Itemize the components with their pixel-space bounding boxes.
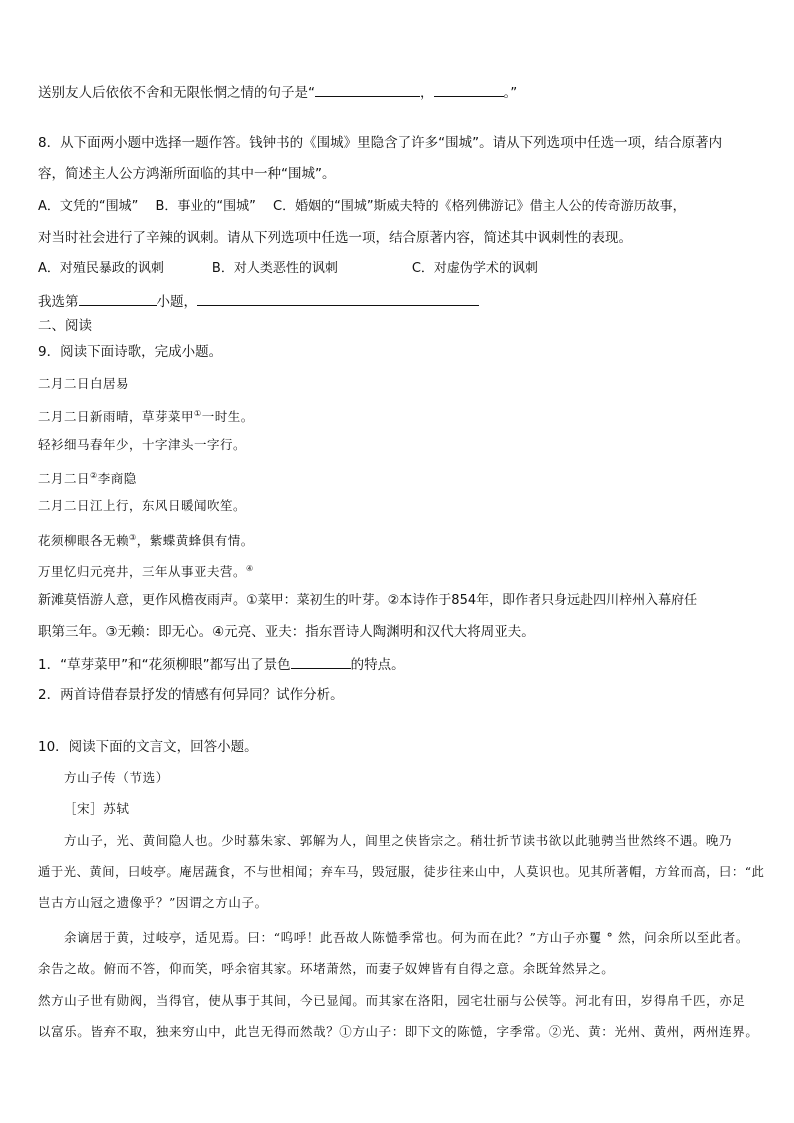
poem-line: 万里忆归元亮井，三年从事亚夫营。④ [38, 564, 254, 580]
answer-blank[interactable] [291, 654, 351, 669]
passage-line: 余谪居于黄，过岐亭，适见焉。曰：“呜呼！此吾故人陈慥季常也。何为而在此？”方山子亦矍 ° 然，问余所以至此者。 [64, 930, 749, 945]
passage-line: 以富乐。皆弃不取，独来穷山中，此岂无得而然哉？①方山子：即下文的陈慥，字季常。②光、黄：光州、黄州，两州连界。 [38, 1024, 759, 1039]
passage-line: 方山子，光、黄间隐人也。少时慕朱家、郭解为人，闾里之侠皆宗之。稍壮折节读书欲以此驰骋当世然终不遇。晚乃 [64, 833, 733, 848]
question-9-heading: 9．阅读下面诗歌，完成小题。 [38, 344, 223, 360]
question-8-options: A．文凭的“围城” B．事业的“围城” C．婚姻的“围城”斯威夫特的《格列佛游记》借主人公的传奇游历故事， [38, 199, 686, 214]
passage-title: 方山子传（节选） [64, 770, 169, 785]
sub-question-1: 1．“草芽菜甲”和“花须柳眼”都写出了景色 的特点。 [38, 654, 770, 674]
passage-line: 余告之故。俯而不答，仰而笑，呼余宿其家。环堵萧然，而妻子奴婢皆有自得之意。余既耸然异之。 [38, 961, 615, 976]
question-10-heading: 10．阅读下面的文言文，回答小题。 [38, 739, 258, 755]
poem-notes: 新滩莫悟游人意，更作风檐夜雨声。①菜甲：菜初生的叶芽。②本诗作于854年，即作者只身远赴四川梓州入幕府任 [38, 593, 698, 608]
answer-blank[interactable] [315, 82, 420, 97]
option-c: C．对虚伪学术的讽刺 [411, 261, 538, 276]
section-heading: 二、阅读 [38, 318, 92, 334]
poem-title: 二月二日白居易 [38, 376, 130, 391]
poem-line: 花须柳眼各无赖③，紫蝶黄蜂俱有情。 [38, 533, 254, 549]
poem-line: 轻衫细马春年少，十字津头一字行。 [38, 437, 247, 452]
question-8-text: 容，简述主人公方鸿渐所面临的其中一种“围城”。 [38, 166, 336, 182]
choice-line: 我选第 小题， [38, 291, 770, 311]
passage-author: ［宋］苏轼 [64, 801, 130, 816]
answer-blank[interactable] [79, 291, 157, 306]
passage-line: 遁于光、黄间，曰岐亭。庵居蔬食，不与世相闻；弃车马，毁冠服，徒步往来山中，人莫识也。见其所著帽，方耸而高，曰：“此 [38, 865, 765, 879]
question-8-choices [38, 260, 770, 278]
poem-line: 二月二日江上行，东风日暖闻吹笙。 [38, 498, 247, 513]
question-8-text: 8．从下面两小题中选择一题作答。钱钟书的《围城》里隐含了许多“围城”。请从下列选项中任选一项，结合原著内 [38, 135, 723, 151]
question-8-text: 对当时社会进行了辛辣的讽刺。请从下列选项中任选一项，结合原著内容，简述其中讽刺性的表现。 [38, 230, 632, 246]
option-a: A．对殖民暴政的讽刺 [38, 261, 164, 276]
passage-line: 然方山子世有勋阀，当得官，使从事于其间，今已显闻。而其家在洛阳，园宅壮丽与公侯等。河北有田，岁得帛千匹，亦足 [38, 993, 746, 1008]
option-b: B．对人类恶性的讽刺 [211, 261, 338, 276]
poem-line: 二月二日新雨晴，草芽菜甲①一时生。 [38, 409, 254, 425]
poem-notes: 职第三年。③无赖：即无心。④元亮、亚夫：指东晋诗人陶渊明和汉代大将周亚夫。 [38, 624, 535, 640]
answer-blank[interactable] [197, 291, 479, 306]
answer-blank[interactable] [434, 82, 504, 97]
sub-question-2: 2．两首诗借春景抒发的情感有何异同？试作分析。 [38, 687, 344, 703]
passage-line: 岂古方山冠之遗像乎？”因谓之方山子。 [38, 895, 268, 910]
poem-title: 二月二日②李商隐 [38, 471, 137, 487]
text-line: 送别友人后依依不舍和无限怅惘之情的句子是“ ， 。” [38, 82, 770, 102]
